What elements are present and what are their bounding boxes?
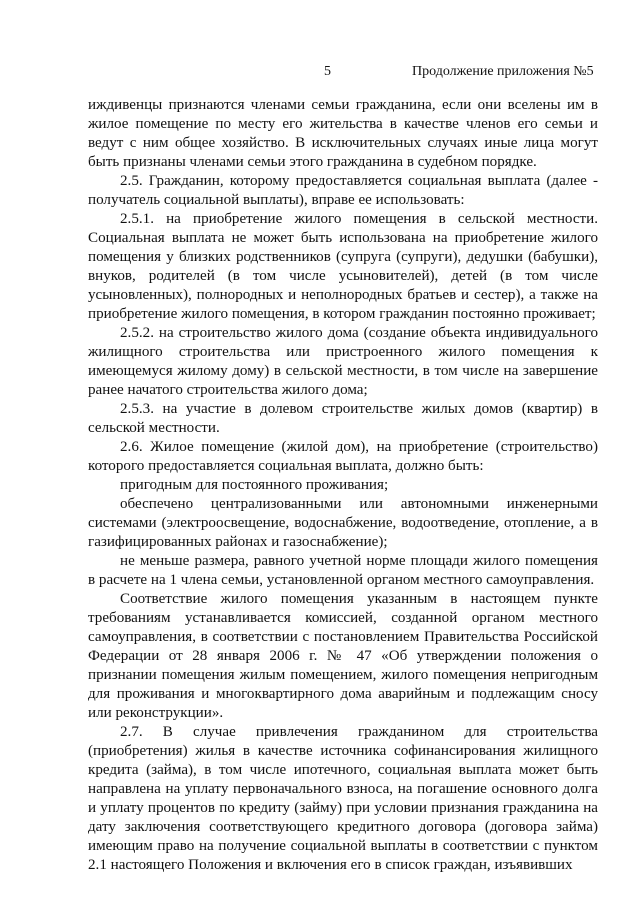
paragraph-2-5-1: 2.5.1. на приобретение жилого помещения в сельской местности. Социальная выплата не может быть использована на приобретение жилого помещения у близких родственников (супруга (супруги), дедушки (бабушки), внуков, родителей (в том числе усыновителей), детей (в том числе усыновленных), полнородных и неполнородных братьев и сестер), а также на приобретение жилого помещения, в котором гражданин постоянно проживает; <box>88 211 598 322</box>
paragraph-dependents: иждивенцы признаются членами семьи гражданина, если они вселены им в жилое помещение по месту его жительства в качестве членов его семьи и ведут с ним общее хозяйство. В исключительных случаях иные лица могут быть признаны членами семьи этого гражданина в судебном порядке. <box>88 97 598 170</box>
paragraph-2-5: 2.5. Гражданин, которому предоставляется социальная выплата (далее - получатель социальной выплаты), вправе ее использовать: <box>88 173 598 208</box>
document-body <box>88 96 598 875</box>
requirement-size: не меньше размера, равного учетной норме площади жилого помещения в расчете на 1 члена семьи, установленной органом местного самоуправления. <box>88 553 598 588</box>
appendix-continuation-note: Продолжение приложения №5 <box>412 64 594 79</box>
paragraph-2-6: 2.6. Жилое помещение (жилой дом), на приобретение (строительство) которого предоставляется социальная выплата, должно быть: <box>88 439 598 474</box>
requirement-habitable: пригодным для постоянного проживания; <box>120 477 389 493</box>
paragraph-2-5-2: 2.5.2. на строительство жилого дома (создание объекта индивидуального жилищного строительства или пристроенного жилого помещения к имеющемуся жилому дому) в сельской местности, в том числе на завершение ранее начатого строительства жилого дома; <box>88 325 598 398</box>
paragraph-2-5-3: 2.5.3. на участие в долевом строительстве жилых домов (квартир) в сельской местности. <box>88 401 598 436</box>
paragraph-2-7: 2.7. В случае привлечения гражданином для строительства (приобретения) жилья в качестве источника софинансирования жилищного кредита (займа), в том числе ипотечного, социальная выплата может быть направлена на уплату первоначального взноса, на погашение основного долга и уплату процентов по кредиту (займу) при условии признания гражданина на дату заключения соответствующего кредитного договора (договора займа) имеющим право на получение социальной выплаты в соответствии с пунктом 2.1 настоящего Положения и включения его в список граждан, изъявивших <box>88 724 598 873</box>
page-number: 5 <box>324 64 331 79</box>
paragraph-compliance-commission: Соответствие жилого помещения указанным в настоящем пункте требованиям устанавливается комиссией, созданной органом местного самоуправления, в соответствии с постановлением Правительства Российской Федерации от 28 января 2006 г. № 47 «Об утверждении положения о признании помещения жилым помещением, жилого помещения непригодным для проживания и многоквартирного дома аварийным и подлежащим сносу или реконструкции». <box>88 591 598 721</box>
requirement-utilities: обеспечено централизованными или автономными инженерными системами (электроосвещение, водоснабжение, водоотведение, отопление, а в газифицированных районах и газоснабжение); <box>88 496 598 550</box>
